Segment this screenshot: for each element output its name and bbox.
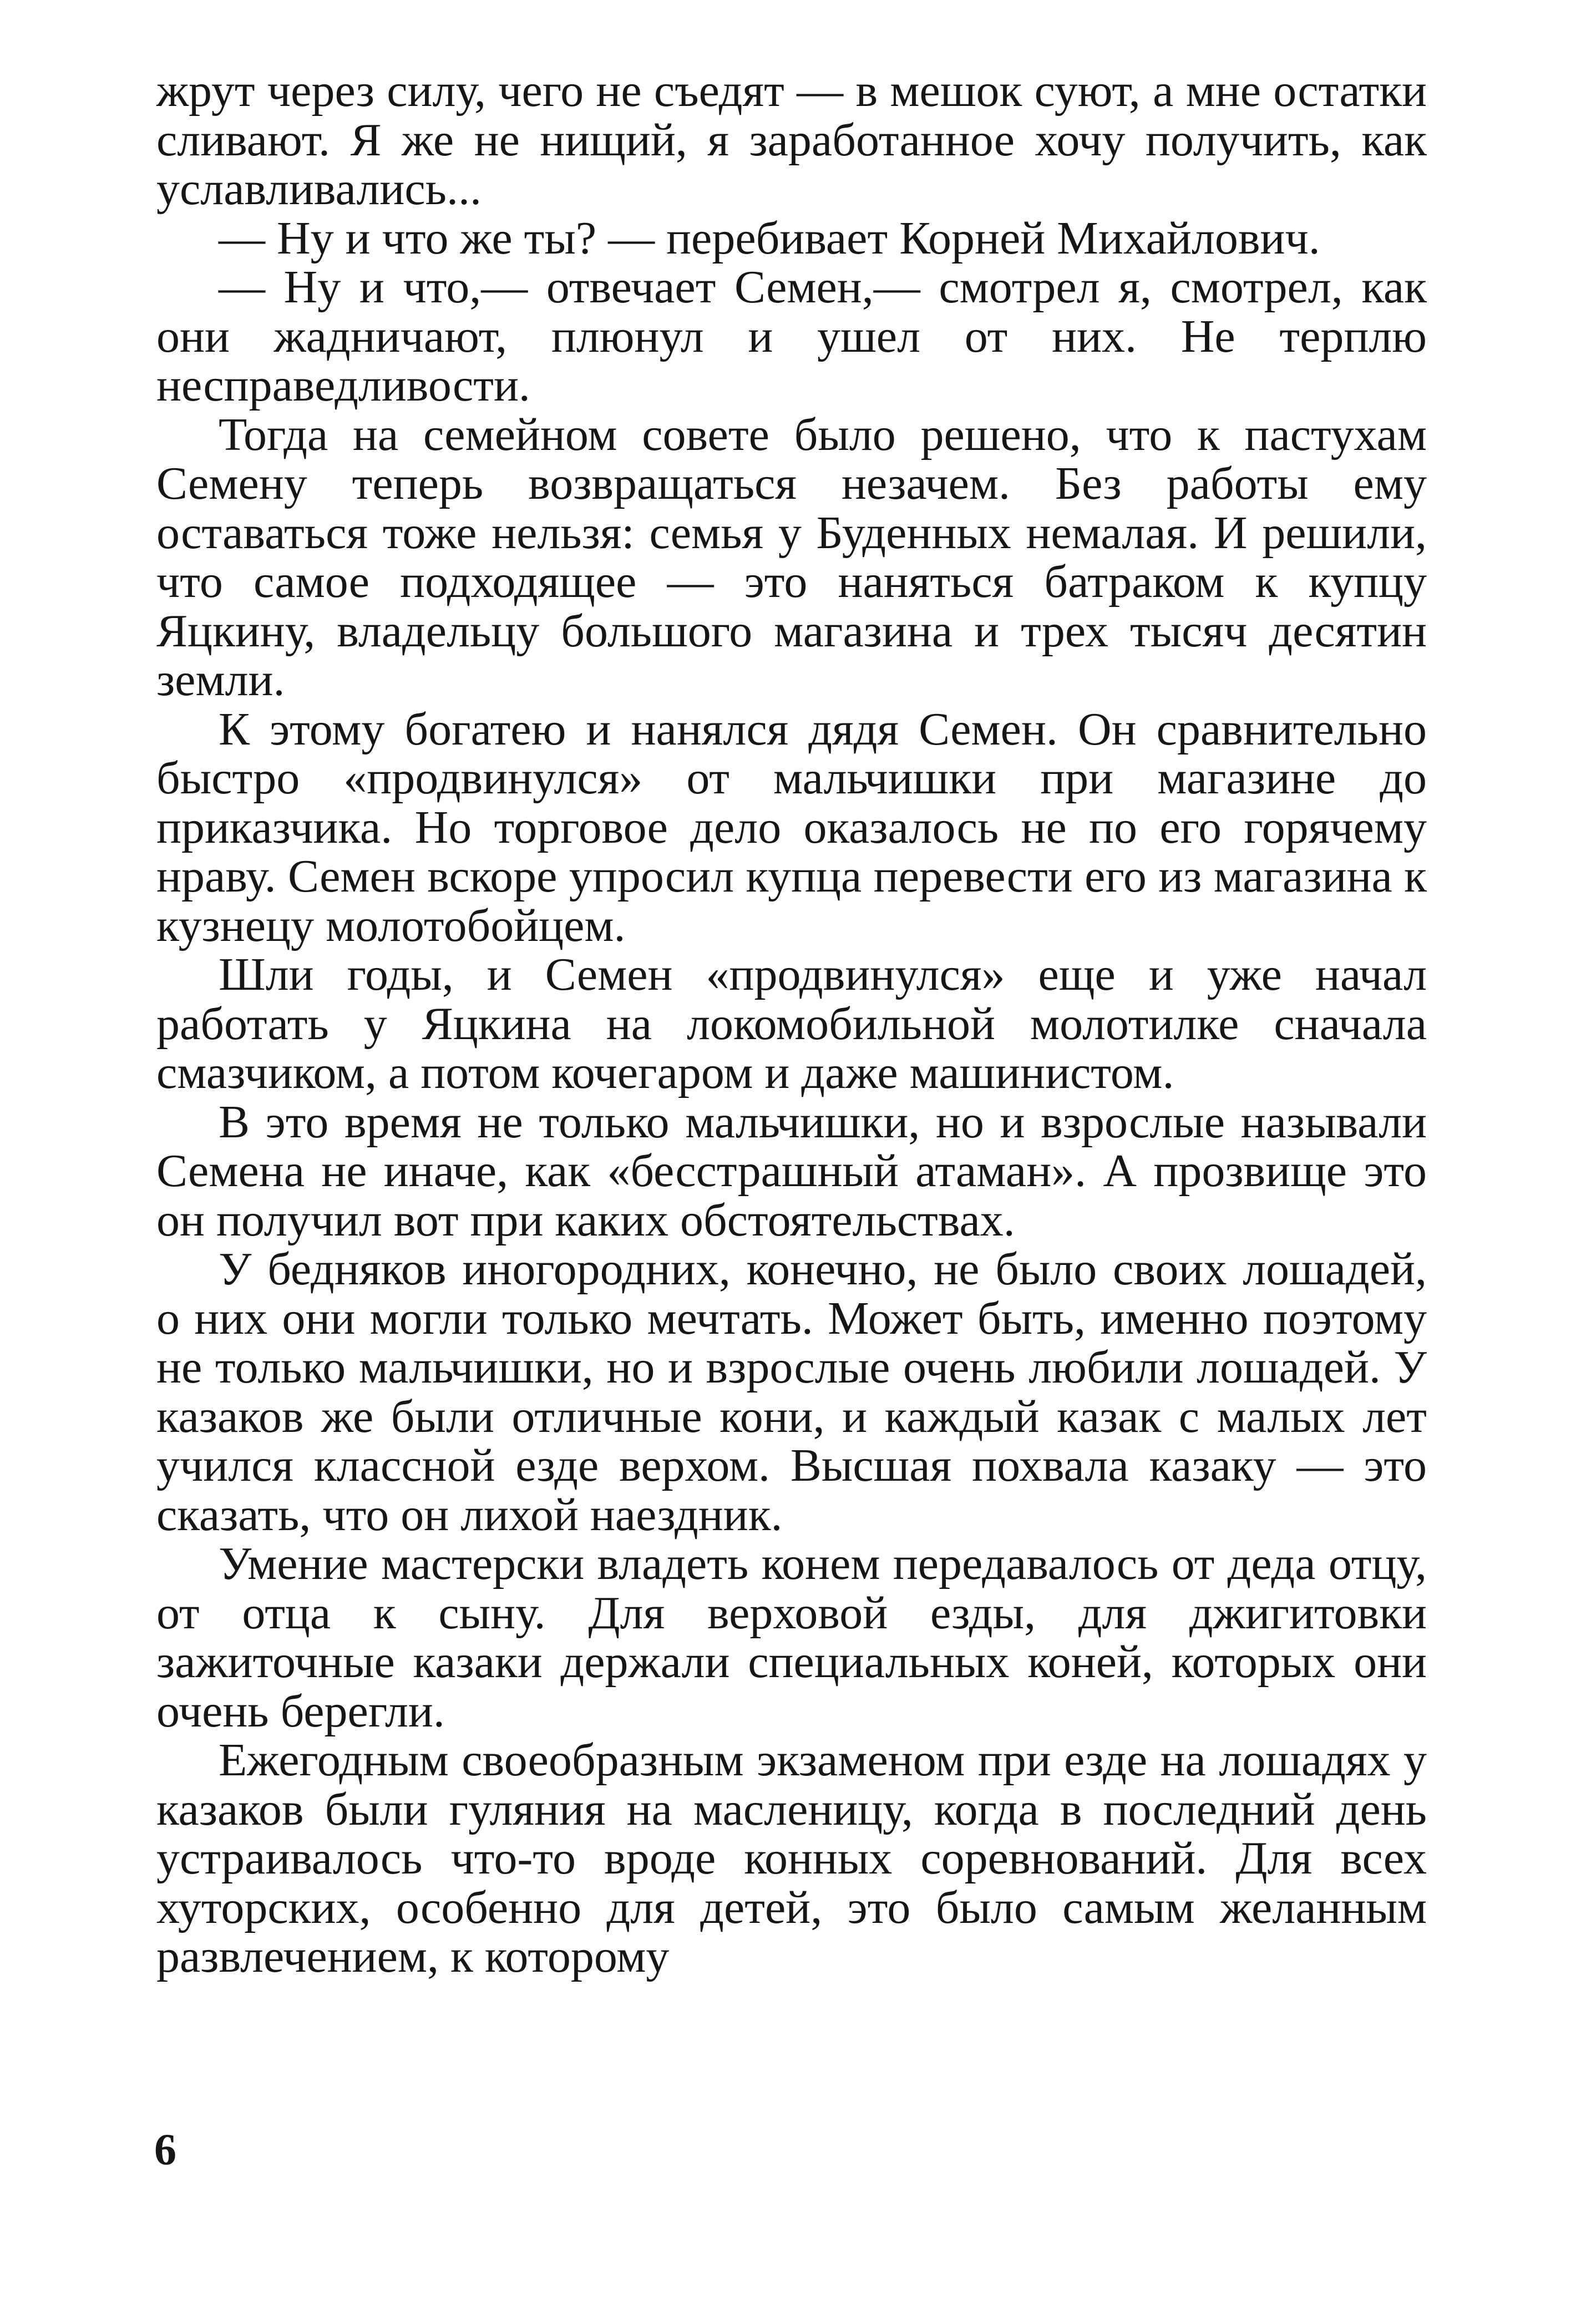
paragraph-horses: У бедняков иногородних, конечно, не было своих лошадей, о них они могли только мечтать. Может быть, именно поэтому не только мальчишки, но и взрослые очень любили лошадей. У казаков же были отличные кони, и каждый казак с малых лет учился классной езде верхом. Высшая похвала казаку — это сказать, что он лихой наездник. [156, 1243, 1427, 1541]
paragraph-merchant-work: К этому богатею и нанялся дядя Семен. Он сравнительно быстро «продвинулся» от мальчишки при магазине до приказчика. Но торговое дело оказалось не по его горячему нраву. Семен вскоре упросил купца перевести его из магазина к кузнецу молотобойцем. [156, 703, 1427, 951]
paragraph-maslenitsa: Ежегодным своеобразным экзаменом при езде на лошадях у казаков были гуляния на масленицу, когда в последний день устраивалось что-то вроде конных соревнований. Для всех хуторских, особенно для детей, это было самым желанным развлечением, к которому [156, 1734, 1427, 1982]
paragraph-continuation: жрут через силу, чего не съедят — в мешок суют, а мне остатки сливают. Я же не нищий, я заработанное хочу получить, как уславливались... [156, 65, 1427, 215]
page-number: 6 [154, 2125, 176, 2174]
paragraph-thresher: Шли годы, и Семен «продвинулся» еще и уже начал работать у Яцкина на локомобильной молотилке сначала смазчиком, а потом кочегаром и даже машинистом. [156, 949, 1427, 1098]
paragraph-horsemanship: Умение мастерски владеть конем передавалось от деда отцу, от отца к сыну. Для верховой езды, для джигитовки зажиточные казаки держали специальных коней, которых они очень берегли. [156, 1538, 1427, 1737]
body-text [156, 67, 1427, 1982]
paragraph-dialogue-answer: — Ну и что,— отвечает Семен,— смотрел я, смотрел, как они жадничают, плюнул и ушел от них. Не терплю несправедливости. [156, 261, 1427, 411]
paragraph-nickname: В это время не только мальчишки, но и взрослые называли Семена не иначе, как «бесстрашный атаман». А прозвище это он получил вот при каких обстоятельствах. [156, 1096, 1427, 1246]
paragraph-family-council: Тогда на семейном совете было решено, что к пастухам Семену теперь возвращаться незачем. Без работы ему оставаться тоже нельзя: семья у Буденных немалая. И решили, что самое подходящее — это наняться батраком к купцу Яцкину, владельцу большого магазина и трех тысяч десятин земли. [156, 408, 1427, 706]
paragraph-dialogue-question: — Ну и что же ты? — перебивает Корней Михайлович. [219, 212, 1320, 264]
